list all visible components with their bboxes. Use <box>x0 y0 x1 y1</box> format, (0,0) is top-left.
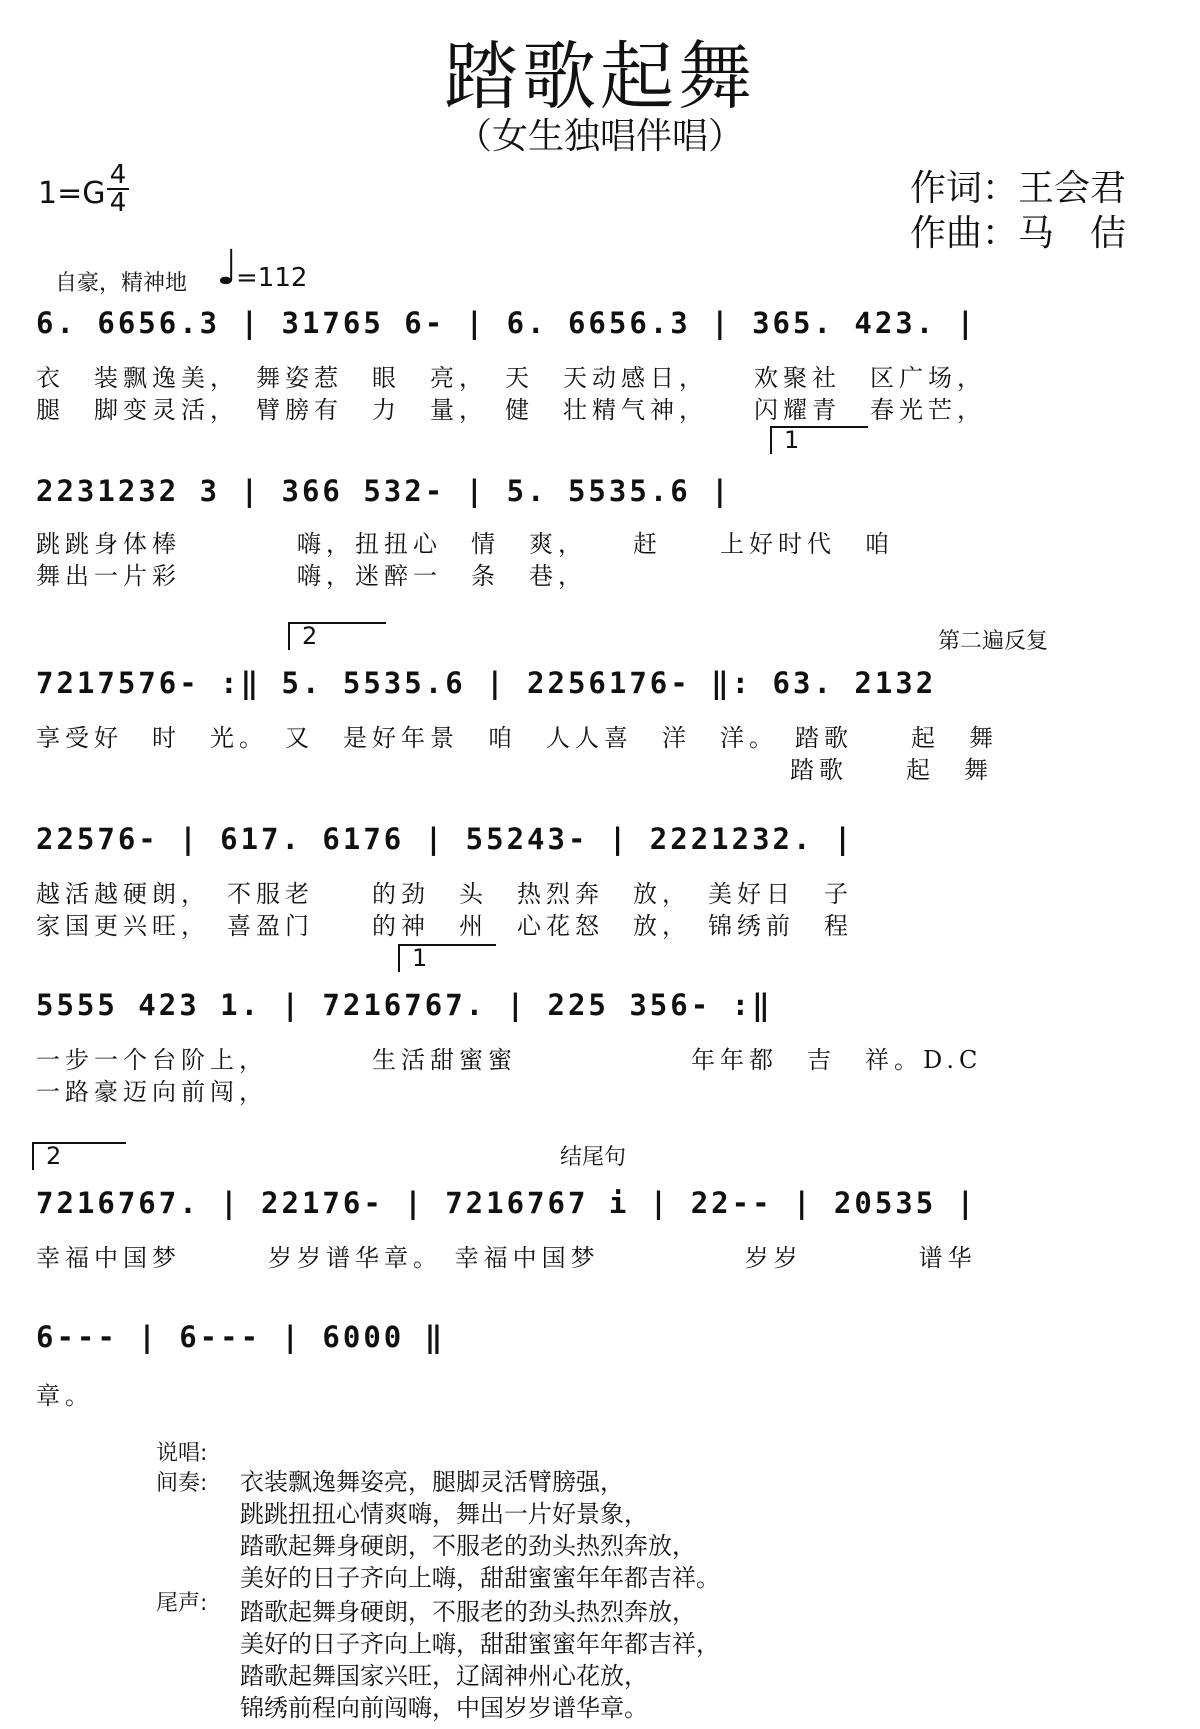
score-line-7-notes: 6--- | 6--- | 6000 ‖ <box>36 1320 446 1354</box>
score-line-4-notes: 22576- | 617. 6176 | 55243- | 2221232. | <box>36 822 855 856</box>
volta-2-label: 2 <box>302 622 318 650</box>
volta-1-bracket <box>770 426 868 454</box>
volta-1-label: 1 <box>784 426 800 454</box>
interlude-line-3: 踏歌起舞身硬朗，不服老的劲头热烈奔放， <box>240 1532 696 1560</box>
key-signature: 1=G <box>38 176 106 211</box>
volta-1b-bracket <box>398 944 496 972</box>
score-line-3-notes: 7217576- :‖ 5. 5535.6 | 2256176- ‖: 63. 2132 <box>36 666 937 700</box>
composer-credit: 作曲：马 佶 <box>910 213 1127 254</box>
outro-line-1: 踏歌起舞身硬朗，不服老的劲头热烈奔放， <box>240 1598 696 1626</box>
outro-line-3: 踏歌起舞国家兴旺，辽阔神州心花放， <box>240 1662 648 1690</box>
volta-2b-label: 2 <box>46 1142 62 1170</box>
score-line-1-notes: 6. 6656.3 | 31765 6- | 6. 6656.3 | 365. 423. | <box>36 306 978 340</box>
score-line-5-lyric-1: 一步一个台阶上， 生活甜蜜蜜 年年都 吉 祥。D.C <box>36 1046 983 1074</box>
spoken-label: 说唱: <box>156 1441 208 1466</box>
volta-2b-bracket <box>32 1142 126 1170</box>
meter-bottom: 4 <box>109 188 127 218</box>
score-line-3-lyric-2: 踏歌 起 舞 <box>36 756 993 784</box>
score-line-7-lyric-1: 章。 <box>36 1382 94 1410</box>
outro-label: 尾声: <box>156 1591 208 1616</box>
score-line-1-lyric-2: 腿 脚变灵活， 臂膀有 力 量， 健 壮精气神， 闪耀青 春光芒， <box>36 396 986 424</box>
score-line-6-lyric-1: 幸福中国梦 岁岁谱华章。 幸福中国梦 岁岁 谱华 <box>36 1244 977 1272</box>
song-title: 踏歌起舞 <box>444 34 756 120</box>
outro-line-4: 锦绣前程向前闯嗨，中国岁岁谱华章。 <box>240 1694 648 1722</box>
score-line-6-notes: 7216767. | 22176- | 7216767 i | 22-- | 20535 | <box>36 1186 978 1220</box>
quarter-note-icon: ♩ <box>216 240 239 296</box>
second-repeat-mark: 第二遍反复 <box>938 629 1049 654</box>
outro-line-2: 美好的日子齐向上嗨，甜甜蜜蜜年年都吉祥， <box>240 1630 720 1658</box>
score-line-2-notes: 2231232 3 | 366 532- | 5. 5535.6 | <box>36 474 732 508</box>
interlude-line-4: 美好的日子齐向上嗨，甜甜蜜蜜年年都吉祥。 <box>240 1564 720 1592</box>
score-line-1-lyric-1: 衣 装飘逸美， 舞姿惹 眼 亮， 天 天动感日， 欢聚社 区广场， <box>36 364 986 392</box>
volta-1b-label: 1 <box>412 944 428 972</box>
song-subtitle: （女生独唱伴唱） <box>455 116 744 157</box>
score-line-2-lyric-2: 舞出一片彩 嗨，迷醉一 条 巷， <box>36 562 587 590</box>
time-signature <box>107 162 129 216</box>
tempo-value: =112 <box>236 263 308 293</box>
interlude-label: 间奏: <box>156 1471 208 1496</box>
interlude-line-1: 衣装飘逸舞姿亮，腿脚灵活臂膀强， <box>240 1468 624 1496</box>
score-line-5-lyric-2: 一路豪迈向前闯， <box>36 1078 268 1106</box>
ending-phrase-mark: 结尾句 <box>560 1145 627 1170</box>
score-line-3-lyric-1: 享受好 时 光。 又 是好年景 咱 人人喜 洋 洋。 踏歌 起 舞 <box>36 724 998 752</box>
tempo-marking: 自豪，精神地 <box>55 271 188 296</box>
interlude-line-2: 跳跳扭扭心情爽嗨，舞出一片好景象， <box>240 1500 648 1528</box>
score-line-4-lyric-1: 越活越硬朗， 不服老 的劲 头 热烈奔 放， 美好日 子 <box>36 880 853 908</box>
volta-2-bracket <box>288 622 386 650</box>
score-line-4-lyric-2: 家国更兴旺， 喜盈门 的神 州 心花怒 放， 锦绣前 程 <box>36 912 853 940</box>
score-line-2-lyric-1: 跳跳身体棒 嗨，扭扭心 情 爽， 赶 上好时代 咱 <box>36 530 894 558</box>
lyricist-credit: 作词：王会君 <box>910 168 1127 209</box>
score-line-5-notes: 5555 423 1. | 7216767. | 225 356- :‖ <box>36 988 773 1022</box>
meter-top: 4 <box>107 162 129 190</box>
